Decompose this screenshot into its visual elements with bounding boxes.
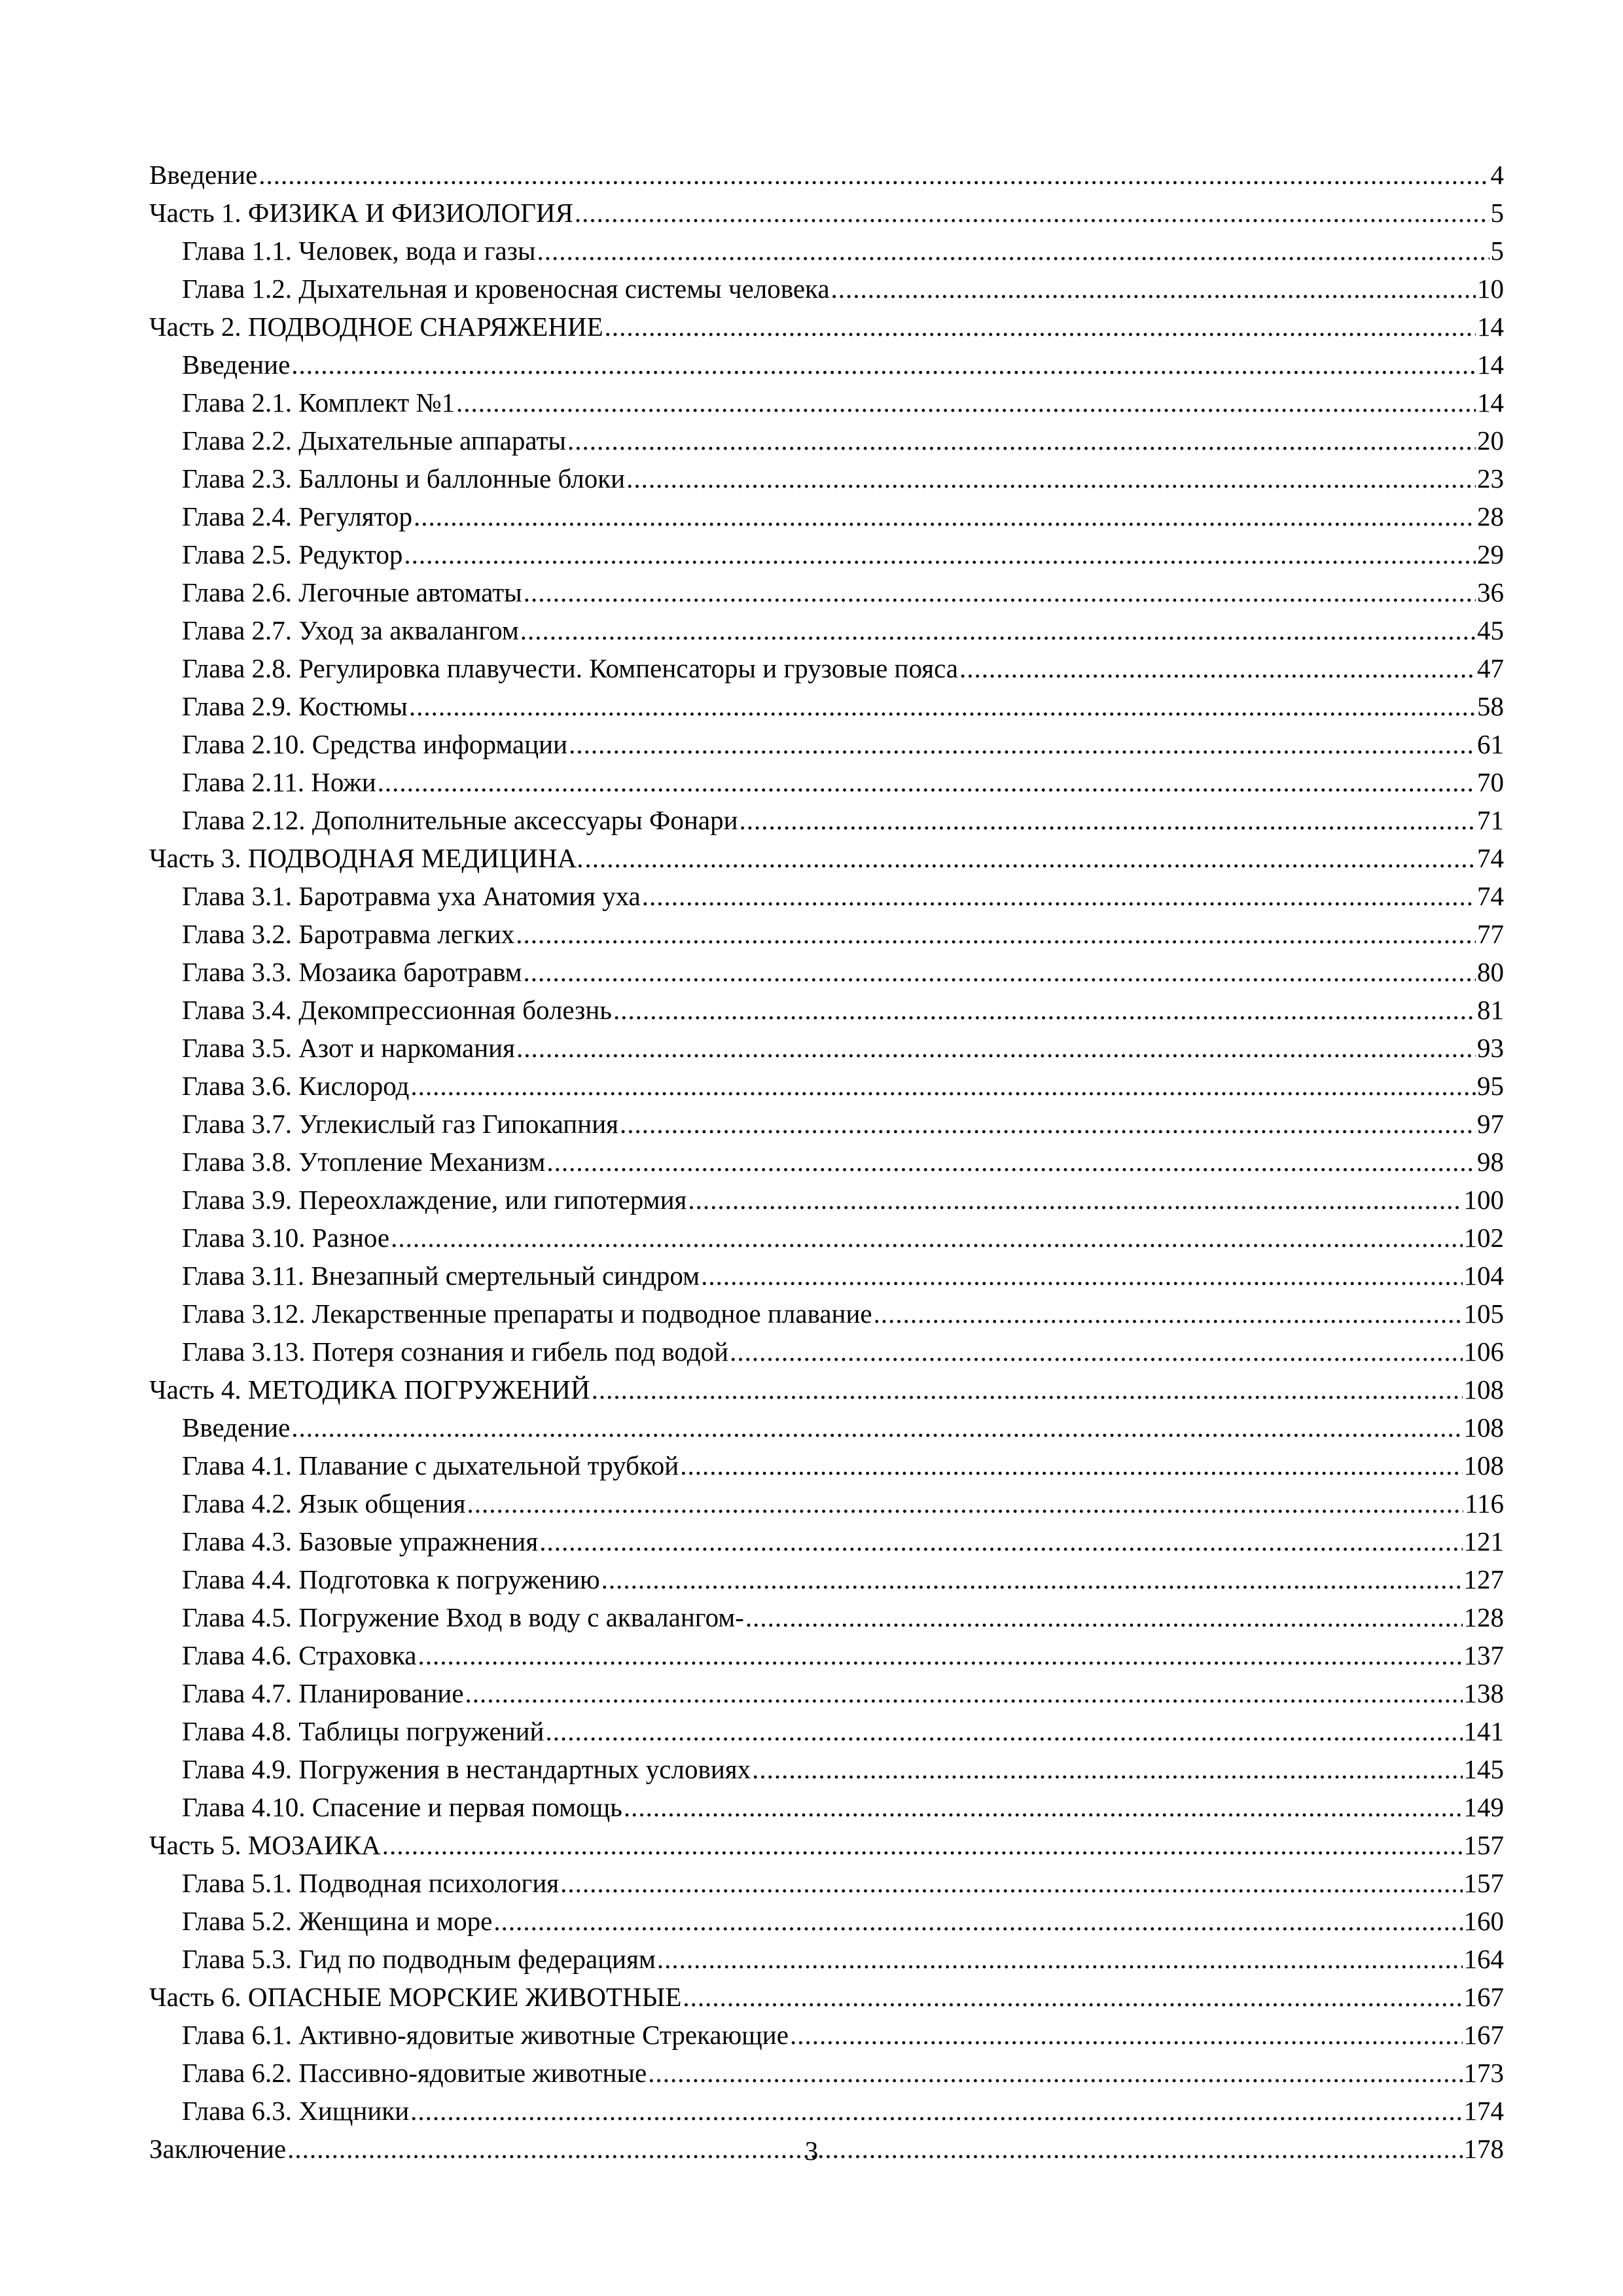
- toc-entry-page: 167: [1463, 2020, 1504, 2050]
- toc-leader-dots: [545, 1712, 1462, 1750]
- toc-leader-dots: [524, 573, 1476, 611]
- toc-entry-title: Глава 4.4. Подготовка к погружению: [182, 1564, 600, 1594]
- toc-chapter-entry: [149, 1029, 1504, 1067]
- toc-entry-title: Часть 5. МОЗАИКА: [149, 1830, 381, 1860]
- toc-entry-title: Глава 6.1. Активно-ядовитые животные Стрекающие: [182, 2020, 789, 2050]
- toc-chapter-entry: [149, 1181, 1504, 1219]
- toc-entry-title: Глава 5.1. Подводная психология: [182, 1868, 560, 1898]
- toc-entry-title: Глава 2.12. Дополнительные аксессуары Фонари: [182, 805, 738, 835]
- toc-entry-page: 178: [1463, 2134, 1504, 2164]
- toc-leader-dots: [560, 1864, 1462, 1902]
- toc-entry-title: Введение: [182, 350, 291, 380]
- toc-entry-title: Глава 4.2. Язык общения: [182, 1488, 466, 1518]
- toc-entry-title: Глава 2.11. Ножи: [182, 767, 376, 797]
- toc-entry-page: 74: [1477, 881, 1504, 911]
- toc-leader-dots: [410, 2092, 1462, 2130]
- toc-chapter-entry: [149, 801, 1504, 839]
- toc-entry-page: 164: [1463, 1944, 1504, 1974]
- toc-entry-title: Глава 3.7. Углекислый газ Гипокапния: [182, 1109, 618, 1139]
- toc-entry-title: Глава 4.9. Погружения в нестандартных условиях: [182, 1754, 751, 1784]
- toc-entry-title: Глава 5.3. Гид по подводным федерациям: [182, 1944, 656, 1974]
- toc-entry-page: 47: [1477, 653, 1504, 683]
- toc-entry-page: 14: [1477, 312, 1504, 342]
- toc-entry-page: 108: [1463, 1374, 1504, 1405]
- toc-entry-page: 141: [1463, 1716, 1504, 1746]
- toc-entry-page: 160: [1463, 1906, 1504, 1936]
- toc-chapter-entry: [149, 535, 1504, 573]
- toc-chapter-entry: [149, 1788, 1504, 1826]
- toc-chapter-entry: [149, 1446, 1504, 1484]
- toc-entry-title: Глава 2.1. Комплект №1: [182, 387, 455, 418]
- toc-entry-page: 58: [1477, 691, 1504, 721]
- toc-entry-page: 138: [1463, 1678, 1504, 1708]
- toc-leader-dots: [456, 384, 1476, 422]
- toc-entry-page: 29: [1477, 539, 1504, 569]
- toc-entry-page: 128: [1463, 1602, 1504, 1632]
- toc-leader-dots: [259, 156, 1489, 194]
- toc-leader-dots: [391, 1219, 1462, 1257]
- toc-entry-title: Глава 5.2. Женщина и море: [182, 1906, 493, 1936]
- toc-entry-page: 95: [1477, 1071, 1504, 1101]
- toc-leader-dots: [537, 232, 1489, 270]
- toc-entry-title: Глава 4.10. Спасение и первая помощь: [182, 1792, 622, 1822]
- toc-entry-page: 149: [1463, 1792, 1504, 1822]
- toc-leader-dots: [539, 1522, 1462, 1560]
- toc-entry-title: Глава 4.5. Погружение Вход в воду с аквалангом-: [182, 1602, 744, 1632]
- toc-entry-title: Глава 4.8. Таблицы погружений: [182, 1716, 544, 1746]
- toc-chapter-entry: [149, 1864, 1504, 1902]
- toc-leader-dots: [378, 763, 1476, 801]
- toc-leader-dots: [592, 1371, 1463, 1408]
- toc-chapter-entry: [149, 1636, 1504, 1674]
- toc-leader-dots: [382, 1826, 1463, 1864]
- toc-leader-dots: [546, 1143, 1476, 1181]
- toc-entry-title: Глава 4.3. Базовые упражнения: [182, 1526, 539, 1556]
- toc-entry-page: 102: [1463, 1223, 1504, 1253]
- toc-entry-page: 14: [1477, 350, 1504, 380]
- table-of-contents: [149, 156, 1504, 2168]
- toc-chapter-entry: [149, 1674, 1504, 1712]
- toc-chapter-entry: [149, 1067, 1504, 1105]
- toc-leader-dots: [291, 346, 1476, 384]
- toc-entry-title: Глава 2.2. Дыхательные аппараты: [182, 425, 566, 456]
- toc-entry-page: 174: [1463, 2096, 1504, 2126]
- toc-entry-title: Глава 3.6. Кислород: [182, 1071, 410, 1101]
- toc-chapter-entry: [149, 2016, 1504, 2054]
- toc-entry-title: Глава 2.7. Уход за аквалангом: [182, 615, 519, 645]
- toc-entry-title: Глава 6.2. Пассивно-ядовитые животные: [182, 2058, 647, 2088]
- toc-entry-title: Глава 2.9. Костюмы: [182, 691, 408, 721]
- toc-chapter-entry: [149, 270, 1504, 308]
- toc-entry-page: 70: [1477, 767, 1504, 797]
- toc-entry-title: Часть 3. ПОДВОДНАЯ МЕДИЦИНА.: [149, 843, 584, 873]
- toc-chapter-entry: [149, 649, 1504, 687]
- toc-entry-title: Глава 4.7. Планирование: [182, 1678, 464, 1708]
- toc-chapter-entry: [149, 725, 1504, 763]
- toc-chapter-entry: [149, 1105, 1504, 1143]
- toc-entry-title: Часть 2. ПОДВОДНОЕ СНАРЯЖЕНИЕ: [149, 312, 603, 342]
- toc-leader-dots: [874, 1295, 1463, 1333]
- toc-leader-dots: [493, 1902, 1462, 1940]
- toc-chapter-entry: [149, 459, 1504, 497]
- toc-chapter-entry: [149, 1143, 1504, 1181]
- toc-entry-title: Глава 1.1. Человек, вода и газы: [182, 236, 536, 266]
- toc-entry-page: 4: [1490, 160, 1504, 190]
- toc-entry-title: Глава 3.10. Разное: [182, 1223, 390, 1253]
- toc-entry-page: 137: [1463, 1640, 1504, 1670]
- toc-leader-dots: [752, 1750, 1462, 1788]
- toc-entry-page: 116: [1465, 1488, 1504, 1518]
- toc-leader-dots: [740, 801, 1476, 839]
- toc-part-entry: [149, 308, 1504, 346]
- toc-leader-dots: [745, 1598, 1463, 1636]
- toc-chapter-entry: [149, 915, 1504, 953]
- toc-entry-page: 5: [1490, 236, 1504, 266]
- toc-entry-title: Глава 4.1. Плавание с дыхательной трубкой: [182, 1450, 679, 1480]
- toc-chapter-entry: [149, 687, 1504, 725]
- toc-leader-dots: [959, 649, 1476, 687]
- toc-leader-dots: [626, 459, 1476, 497]
- toc-entry-title: Глава 3.13. Потеря сознания и гибель под водой: [182, 1336, 729, 1367]
- toc-chapter-entry: [149, 497, 1504, 535]
- toc-entry-page: 61: [1477, 729, 1504, 759]
- toc-leader-dots: [648, 2054, 1462, 2092]
- toc-entry-page: 45: [1477, 615, 1504, 645]
- toc-entry-page: 93: [1477, 1033, 1504, 1063]
- toc-entry-title: Глава 2.10. Средства информации: [182, 729, 568, 759]
- toc-leader-dots: [730, 1333, 1462, 1371]
- toc-entry-title: Часть 4. МЕТОДИКА ПОГРУЖЕНИЙ: [149, 1374, 590, 1405]
- toc-entry-page: 10: [1477, 274, 1504, 304]
- toc-chapter-entry: [149, 1902, 1504, 1940]
- toc-entry-page: 108: [1463, 1412, 1504, 1443]
- toc-entry-title: Глава 3.2. Баротравма легких: [182, 919, 515, 949]
- toc-chapter-entry: [149, 1522, 1504, 1560]
- toc-entry-page: 98: [1477, 1147, 1504, 1177]
- toc-chapter-entry: [149, 953, 1504, 991]
- toc-chapter-entry: [149, 1560, 1504, 1598]
- toc-part-entry: [149, 1978, 1504, 2016]
- toc-entry-title: Глава 2.4. Регулятор: [182, 501, 412, 531]
- toc-entry-page: 81: [1477, 995, 1504, 1025]
- toc-leader-dots: [701, 1257, 1462, 1295]
- toc-entry-page: 105: [1463, 1299, 1504, 1329]
- toc-entry-page: 74: [1477, 843, 1504, 873]
- toc-entry-page: 108: [1463, 1450, 1504, 1480]
- toc-entry-title: Глава 2.8. Регулировка плавучести. Компенсаторы и грузовые пояса: [182, 653, 958, 683]
- toc-part-entry: [149, 1826, 1504, 1864]
- toc-entry-title: Глава 3.9. Переохлаждение, или гипотермия: [182, 1185, 687, 1215]
- toc-entry-page: 100: [1463, 1185, 1504, 1215]
- toc-leader-dots: [524, 953, 1476, 991]
- toc-entry-title: Глава 3.11. Внезапный смертельный синдром: [182, 1261, 700, 1291]
- toc-entry-title: Глава 3.12. Лекарственные препараты и подводное плавание: [182, 1299, 872, 1329]
- toc-chapter-entry: [149, 763, 1504, 801]
- toc-chapter-entry: [149, 1333, 1504, 1371]
- toc-leader-dots: [831, 270, 1476, 308]
- toc-entry-title: Глава 4.6. Страховка: [182, 1640, 417, 1670]
- toc-leader-dots: [613, 991, 1476, 1029]
- toc-entry-title: Введение: [182, 1412, 291, 1443]
- toc-entry-page: 80: [1477, 957, 1504, 987]
- toc-entry-page: 106: [1463, 1336, 1504, 1367]
- toc-entry-page: 157: [1463, 1830, 1504, 1860]
- toc-entry-title: Часть 1. ФИЗИКА И ФИЗИОЛОГИЯ: [149, 198, 573, 228]
- toc-entry-page: 71: [1477, 805, 1504, 835]
- toc-chapter-entry: [149, 573, 1504, 611]
- toc-leader-dots: [605, 308, 1476, 346]
- toc-leader-dots: [585, 839, 1476, 877]
- toc-chapter-entry: [149, 1598, 1504, 1636]
- toc-entry-title: Глава 3.4. Декомпрессионная болезнь: [182, 995, 612, 1025]
- toc-leader-dots: [575, 194, 1489, 232]
- toc-entry-title: Глава 3.3. Мозаика баротравм: [182, 957, 522, 987]
- toc-entry-title: Глава 3.8. Утопление Механизм: [182, 1147, 546, 1177]
- toc-leader-dots: [291, 1408, 1462, 1446]
- toc-entry-page: 121: [1463, 1526, 1504, 1556]
- toc-chapter-entry: [149, 384, 1504, 422]
- toc-entry-title: Введение: [149, 160, 258, 190]
- toc-entry-title: Глава 3.5. Азот и наркомания: [182, 1033, 515, 1063]
- toc-entry-page: 23: [1477, 463, 1504, 493]
- toc-leader-dots: [624, 1788, 1463, 1826]
- toc-entry-page: 157: [1463, 1868, 1504, 1898]
- toc-chapter-entry: [149, 877, 1504, 915]
- toc-entry-title: Глава 2.3. Баллоны и баллонные блоки: [182, 463, 626, 493]
- toc-entry-page: 5: [1490, 198, 1504, 228]
- toc-leader-dots: [516, 1029, 1476, 1067]
- toc-part-entry: [149, 194, 1504, 232]
- toc-entry-page: 20: [1477, 425, 1504, 456]
- toc-leader-dots: [657, 1940, 1463, 1978]
- toc-chapter-entry: [149, 1295, 1504, 1333]
- toc-part-entry: [149, 839, 1504, 877]
- toc-chapter-entry: [149, 1219, 1504, 1257]
- toc-leader-dots: [404, 535, 1476, 573]
- toc-entry-title: Глава 2.5. Редуктор: [182, 539, 403, 569]
- toc-entry-page: 127: [1463, 1564, 1504, 1594]
- toc-chapter-entry: [149, 611, 1504, 649]
- toc-entry-title: Заключение: [149, 2134, 287, 2164]
- toc-chapter-entry: [149, 1940, 1504, 1978]
- toc-leader-dots: [790, 2016, 1463, 2054]
- toc-entry-title: Глава 6.3. Хищники: [182, 2096, 410, 2126]
- toc-chapter-entry: [149, 1257, 1504, 1295]
- toc-entry-title: Часть 6. ОПАСНЫЕ МОРСКИЕ ЖИВОТНЫЕ: [149, 1982, 682, 2012]
- toc-entry-title: Глава 3.1. Баротравма уха Анатомия уха: [182, 881, 641, 911]
- toc-part-entry: [149, 156, 1504, 194]
- toc-chapter-entry: [149, 346, 1504, 384]
- toc-part-entry: [149, 1371, 1504, 1408]
- toc-entry-page: 97: [1477, 1109, 1504, 1139]
- toc-entry-page: 145: [1463, 1754, 1504, 1784]
- toc-chapter-entry: [149, 1750, 1504, 1788]
- toc-chapter-entry: [149, 2054, 1504, 2092]
- toc-leader-dots: [680, 1446, 1462, 1484]
- toc-entry-title: Глава 2.6. Легочные автоматы: [182, 577, 522, 607]
- toc-leader-dots: [642, 877, 1476, 915]
- toc-leader-dots: [688, 1181, 1462, 1219]
- toc-leader-dots: [418, 1636, 1463, 1674]
- toc-leader-dots: [516, 915, 1476, 953]
- toc-leader-dots: [409, 687, 1476, 725]
- toc-entry-page: 173: [1463, 2058, 1504, 2088]
- toc-entry-page: 14: [1477, 387, 1504, 418]
- toc-chapter-entry: [149, 1484, 1504, 1522]
- toc-entry-page: 77: [1477, 919, 1504, 949]
- toc-leader-dots: [410, 1067, 1476, 1105]
- toc-chapter-entry: [149, 232, 1504, 270]
- toc-chapter-entry: [149, 1408, 1504, 1446]
- toc-leader-dots: [414, 497, 1476, 535]
- toc-leader-dots: [467, 1484, 1463, 1522]
- toc-chapter-entry: [149, 991, 1504, 1029]
- page-number: 3: [804, 2136, 819, 2166]
- toc-chapter-entry: [149, 1712, 1504, 1750]
- toc-leader-dots: [465, 1674, 1463, 1712]
- toc-leader-dots: [601, 1560, 1463, 1598]
- toc-leader-dots: [567, 422, 1476, 459]
- toc-chapter-entry: [149, 2092, 1504, 2130]
- toc-chapter-entry: [149, 422, 1504, 459]
- toc-leader-dots: [520, 611, 1476, 649]
- toc-entry-title: Глава 1.2. Дыхательная и кровеносная системы человека: [182, 274, 830, 304]
- toc-entry-page: 104: [1463, 1261, 1504, 1291]
- toc-leader-dots: [620, 1105, 1476, 1143]
- toc-leader-dots: [569, 725, 1476, 763]
- toc-entry-page: 28: [1477, 501, 1504, 531]
- toc-entry-page: 167: [1463, 1982, 1504, 2012]
- toc-leader-dots: [683, 1978, 1462, 2016]
- toc-entry-page: 36: [1477, 577, 1504, 607]
